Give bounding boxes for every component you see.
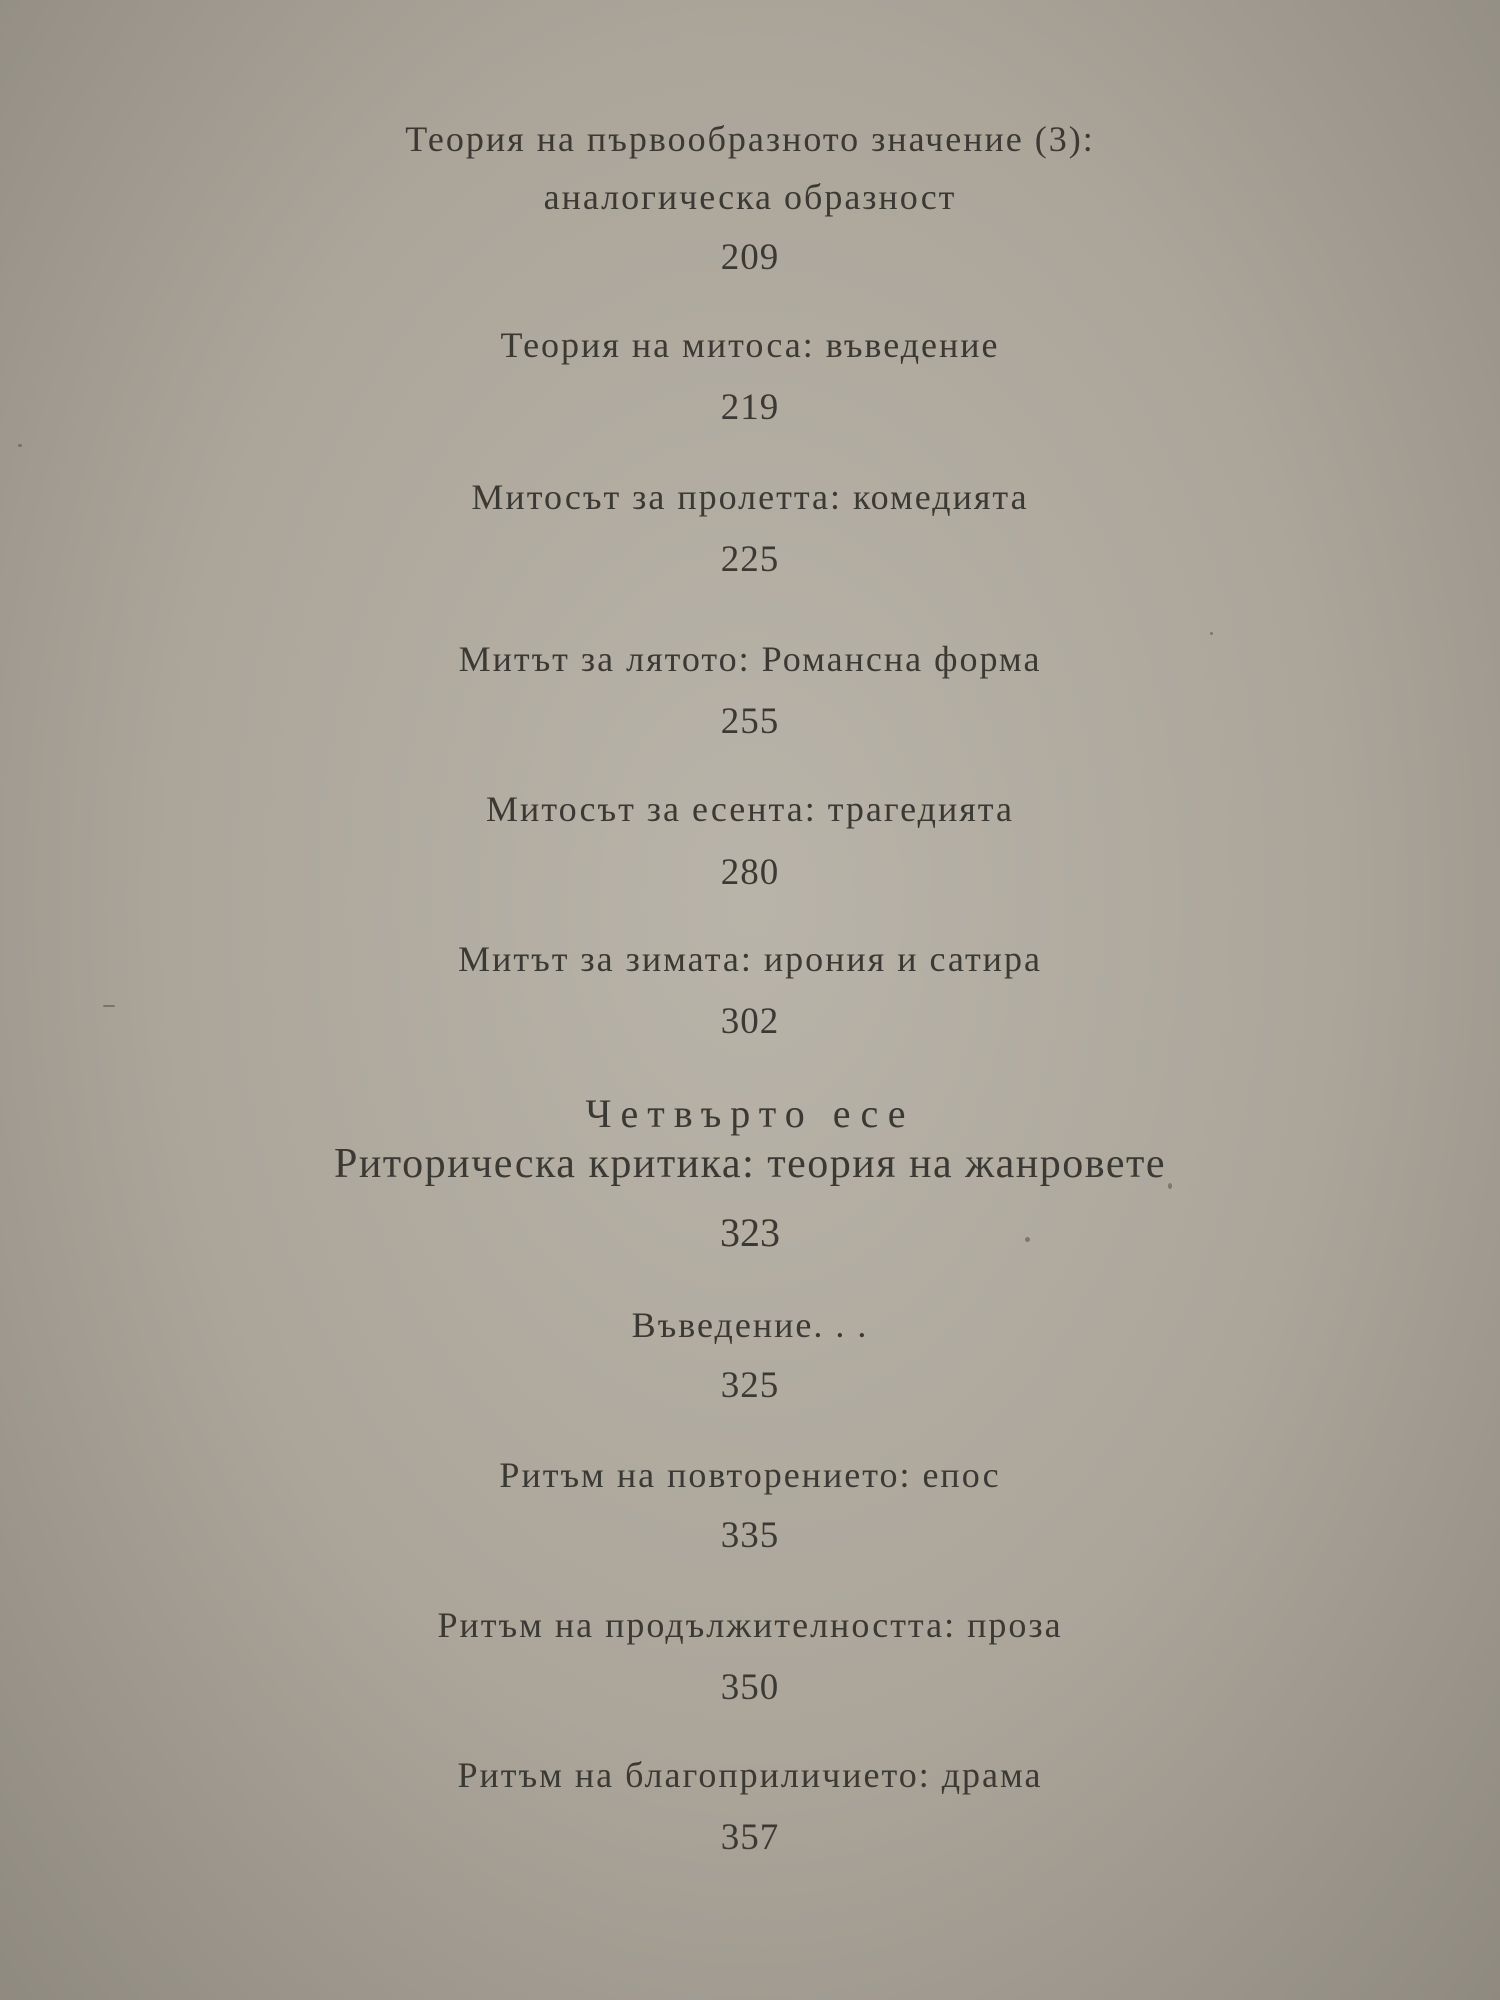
paper-speck — [1025, 1237, 1030, 1242]
toc-page-number: 335 — [720, 1515, 780, 1556]
toc-entry-title: Въведение. . . — [631, 1305, 869, 1345]
toc-entry-title: Теория на първообразното значение (3): — [405, 119, 1095, 159]
toc-page-number: 302 — [720, 1001, 780, 1042]
toc-page-number: 219 — [720, 387, 780, 428]
toc-entry-title: Митът за лятото: Романсна форма — [458, 639, 1042, 679]
toc-page-number: 225 — [720, 539, 780, 580]
toc-entry-title: Ритъм на продължителността: проза — [437, 1605, 1063, 1645]
toc-page-number: 350 — [720, 1667, 780, 1708]
section-title: Риторическа критика: теория на жанровете — [333, 1141, 1167, 1187]
toc-entry-title: Митът за зимата: ирония и сатира — [458, 939, 1042, 979]
toc-page-number: 209 — [720, 237, 780, 278]
toc-page-number: 280 — [720, 852, 780, 893]
toc-entry-title: Митосът за есента: трагедията — [486, 789, 1014, 829]
toc-page-number: 357 — [720, 1817, 780, 1858]
toc-entry-title: Ритъм на повторението: епос — [499, 1455, 1001, 1495]
section-page-number: 323 — [720, 1210, 780, 1255]
toc-page-number: 255 — [720, 701, 780, 742]
toc-entry-title: Ритъм на благоприличието: драма — [457, 1755, 1043, 1795]
toc-entry-title: Теория на митоса: въведение — [500, 325, 1000, 365]
paper-speck — [1168, 1183, 1172, 1189]
paper-speck — [103, 1005, 115, 1007]
paper-speck — [1210, 632, 1213, 635]
paper-speck — [18, 444, 22, 447]
toc-entry-title-continued: аналогическа образност — [543, 177, 957, 217]
toc-page-number: 325 — [720, 1365, 780, 1406]
toc-entry-title: Митосът за пролетта: комедията — [471, 477, 1029, 517]
section-heading: Четвърто есе — [585, 1091, 915, 1136]
